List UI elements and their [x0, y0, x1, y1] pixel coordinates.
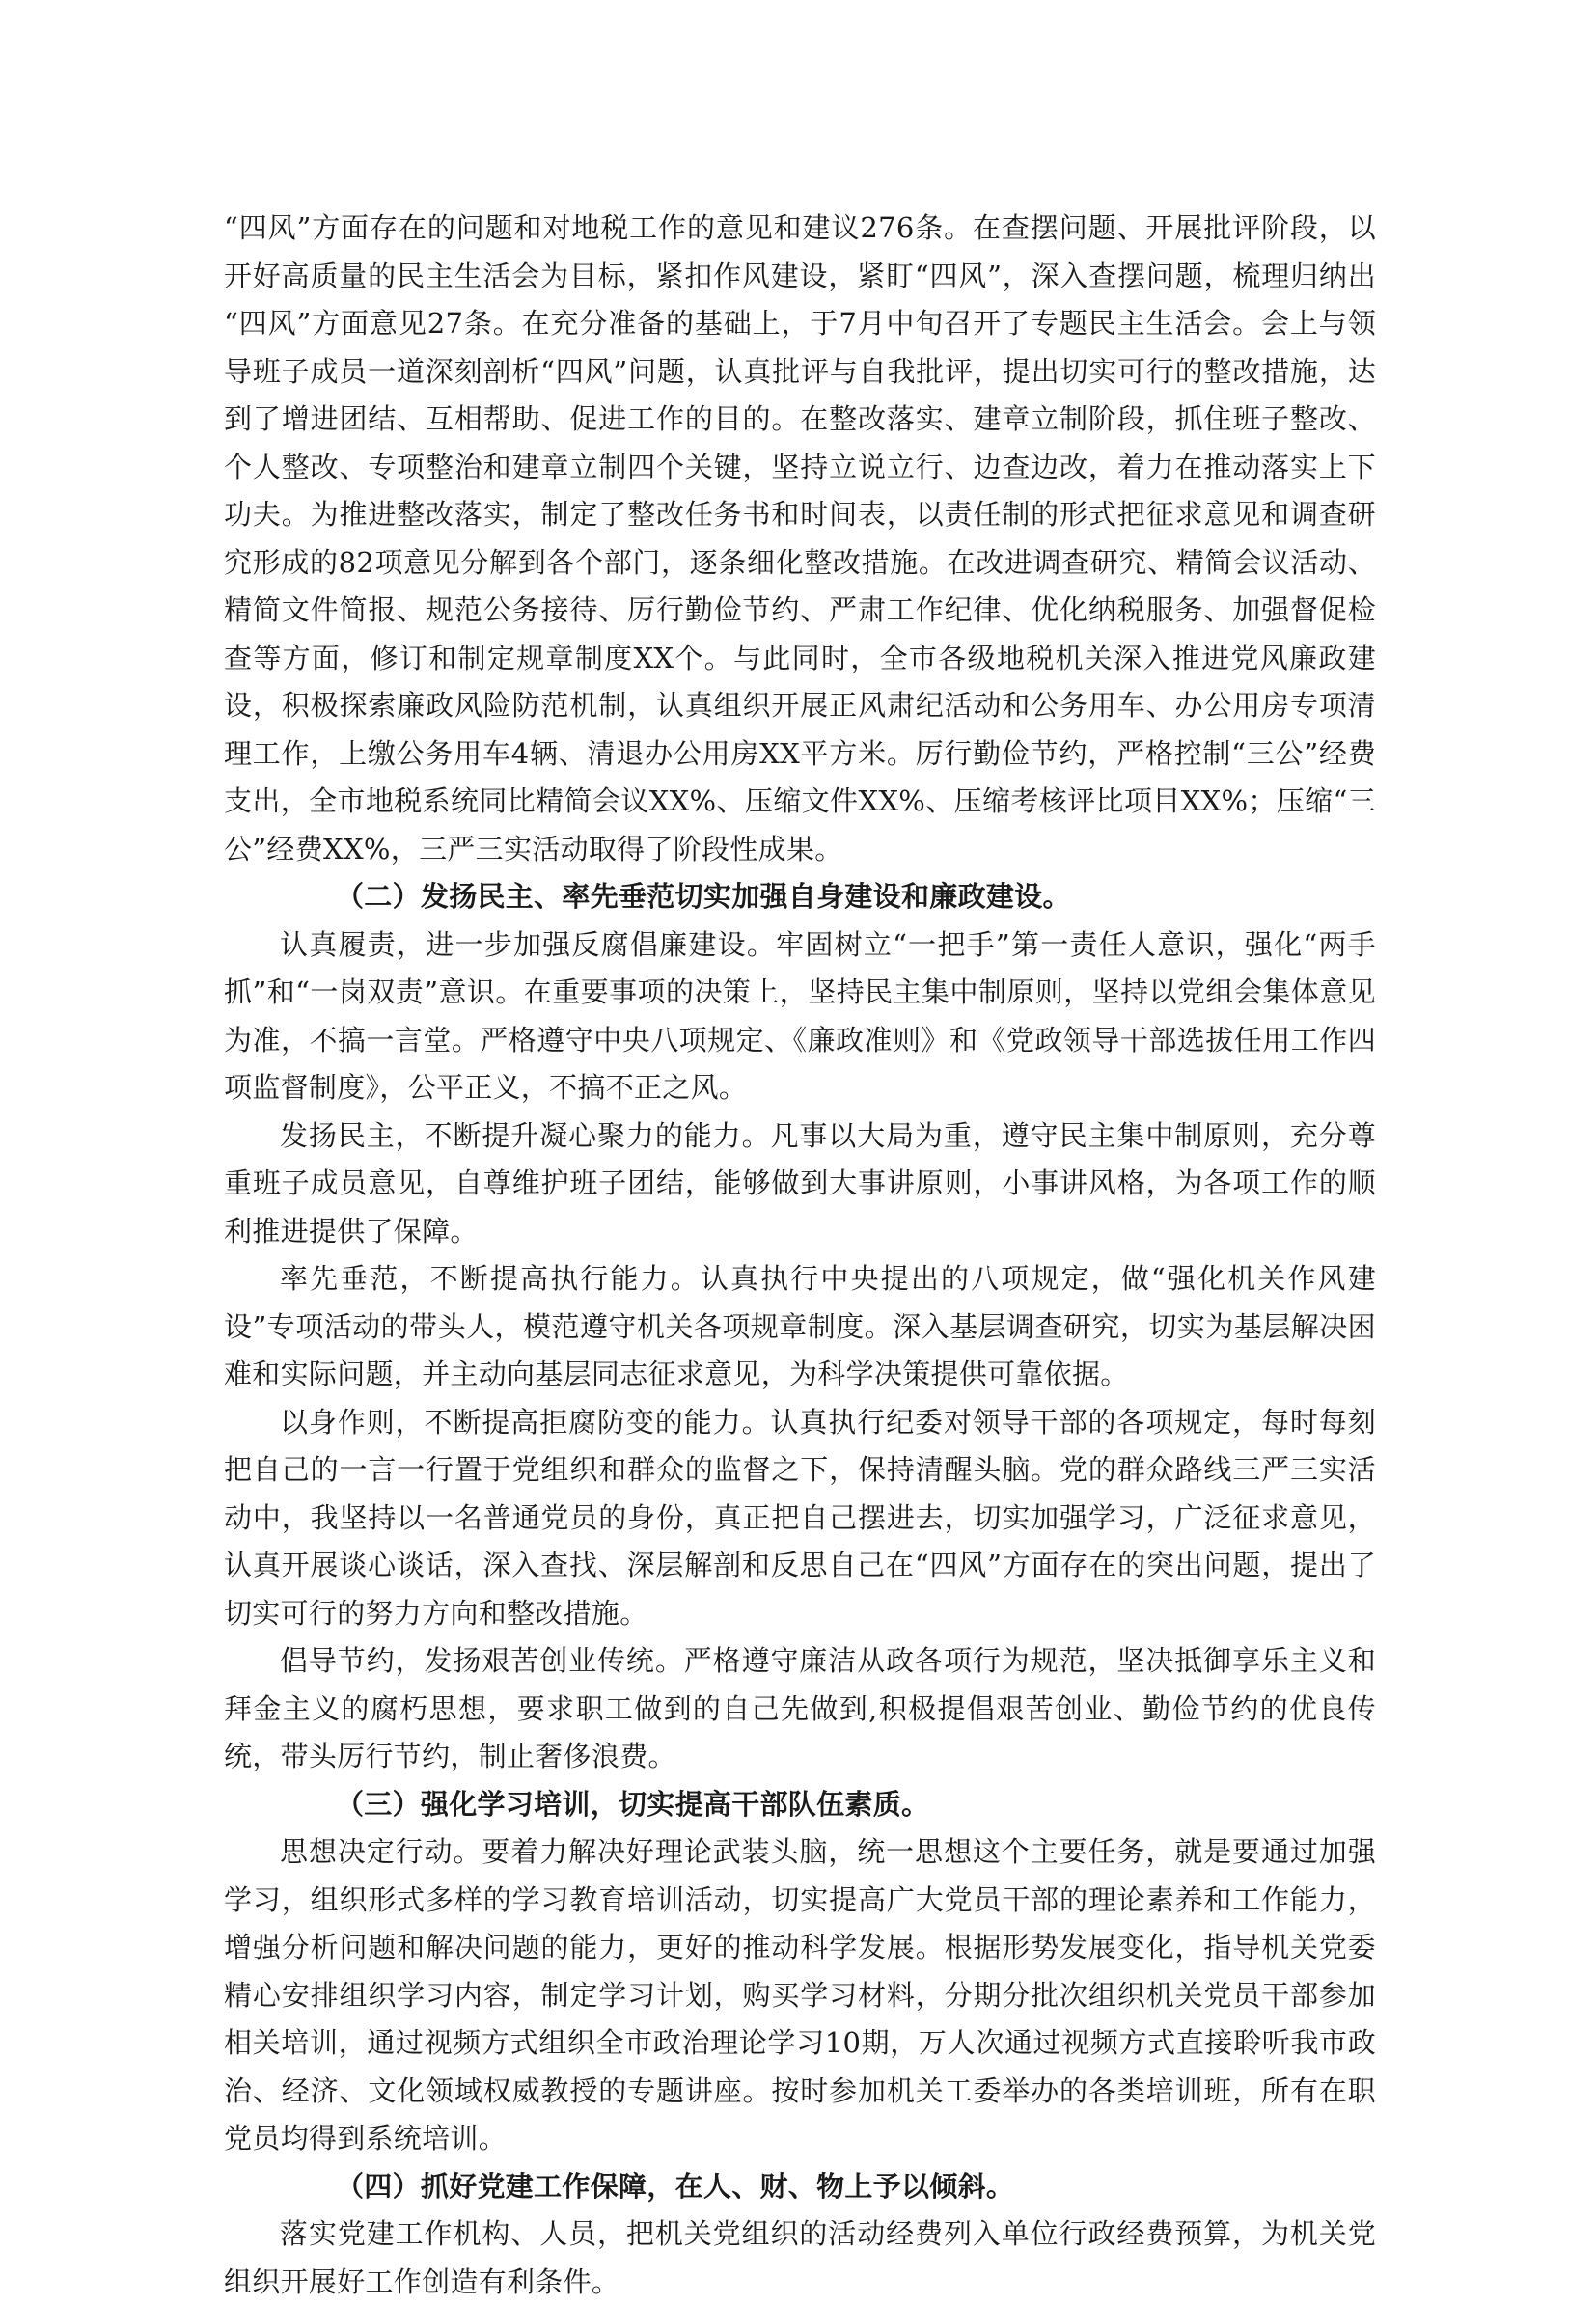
body-paragraph: 倡导节约，发扬艰苦创业传统。严格遵守廉洁从政各项行为规范，坚决抵御享乐主义和拜金主义的腐朽思想，要求职工做到的自己先做到,积极提倡艰苦创业、勤俭节约的优良传统，带头厉行节约，制止奢侈浪费。: [224, 1644, 1376, 1772]
section-heading-2: （二）发扬民主、率先垂范切实加强自身建设和廉政建设。: [336, 880, 1071, 913]
body-paragraph: 落实党建工作机构、人员，把机关党组织的活动经费列入单位行政经费预算，为机关党组织开展好工作创造有利条件。: [224, 2217, 1376, 2298]
document-page: [224, 205, 1376, 2306]
section-heading-4: （四）抓好党建工作保障，在人、财、物上予以倾斜。: [336, 2169, 1015, 2203]
body-paragraph-continued: “四风”方面存在的问题和对地税工作的意见和建议276条。在查摆问题、开展批评阶段，以开好高质量的民主生活会为目标，紧扣作风建设，紧盯“四风”，深入查摆问题，梳理归纳出 “四风”方面意见27条。在充分准备的基础上，于7月中旬召开了专题民主生活会。会上与领导班子成员一道深刻剖析“四风”问题，认真批评与自我批评，提出切实可行的整改措施，达到了增进团结、互相帮助、促进工作的目的。在整改落实、建章立制阶段，抓住班子整改、个人整改、专项整治和建章立制四个关键，坚持立说立行、边查边改，着力在推动落实上下功夫。为推进整改落实，制定了整改任务书和时间表，以责任制的形式把征求意见和调查研究形成的82项意见分解到各个部门，逐条细化整改措施。在改进调查研究、精简会议活动、精简文件简报、规范公务接待、厉行勤俭节约、严肃工作纪律、优化纳税服务、加强督促检查等方面，修订和制定规章制度XX个。与此同时，全市各级地税机关深入推进党风廉政建设，积极探索廉政风险防范机制，认真组织开展正风肃纪活动和公务用车、办公用房专项清理工作，上缴公务用车4辆、清退办公用房XX平方米。厉行勤俭节约，严格控制“三公”经费支出，全市地税系统同比精简会议XX%、压缩文件XX%、压缩考核评比项目XX%；压缩“三公”经费XX%，三严三实活动取得了阶段性成果。: [224, 211, 1376, 865]
section-heading-3: （三）强化学习培训，切实提高干部队伍素质。: [336, 1787, 930, 1821]
body-paragraph: 发扬民主，不断提升凝心聚力的能力。凡事以大局为重，遵守民主集中制原则，充分尊重班子成员意见，自尊维护班子团结，能够做到大事讲原则，小事讲风格，为各项工作的顺利推进提供了保障。: [224, 1118, 1376, 1248]
body-paragraph: 率先垂范，不断提高执行能力。认真执行中央提出的八项规定，做“强化机关作风建设”专项活动的带头人，模范遵守机关各项规章制度。深入基层调查研究，切实为基层解决困难和实际问题，并主动向基层同志征求意见，为科学决策提供可靠依据。: [224, 1262, 1376, 1390]
body-paragraph: 认真履责，进一步加强反腐倡廉建设。牢固树立“一把手”第一责任人意识，强化“两手抓”和“一岗双责”意识。在重要事项的决策上，坚持民主集中制原则，坚持以党组会集体意见为准，不搞一言堂。严格遵守中央八项规定、《廉政准则》和《党政领导干部选拔任用工作四项监督制度》，公平正义，不搞不正之风。: [224, 927, 1376, 1104]
body-paragraph: 思想决定行动。要着力解决好理论武装头脑，统一思想这个主要任务，就是要通过加强学习，组织形式多样的学习教育培训活动，切实提高广大党员干部的理论素养和工作能力，增强分析问题和解决问题的能力，更好的推动科学发展。根据形势发展变化，指导机关党委精心安排组织学习内容，制定学习计划，购买学习材料，分期分批次组织机关党员干部参加相关培训，通过视频方式组织全市政治理论学习10期，万人次通过视频方式直接聆听我市政治、经济、文化领域权威教授的专题讲座。按时参加机关工委举办的各类培训班，所有在职党员均得到系统培训。: [224, 1835, 1376, 2155]
body-paragraph: 以身作则，不断提高拒腐防变的能力。认真执行纪委对领导干部的各项规定，每时每刻把自己的一言一行置于党组织和群众的监督之下，保持清醒头脑。党的群众路线三严三实活动中，我坚持以一名普通党员的身份，真正把自己摆进去，切实加强学习，广泛征求意见，认真开展谈心谈话，深入查找、深层解剖和反思自己在“四风”方面存在的突出问题，提出了切实可行的努力方向和整改措施。: [224, 1405, 1376, 1630]
